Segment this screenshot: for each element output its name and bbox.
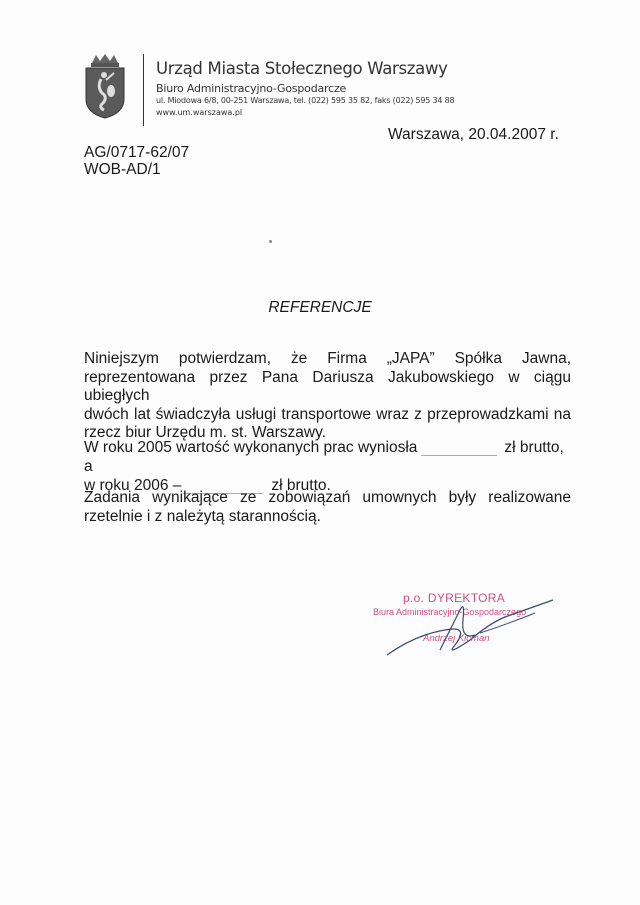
- stamp-signatory: Andrzej Kicman: [423, 633, 490, 644]
- text-segment: zł brutto, a: [84, 439, 564, 475]
- paragraph-values: [84, 438, 571, 496]
- letter-date: Warszawa, 20.04.2007 r.: [388, 126, 559, 143]
- paragraph-line: reprezentowana przez Pana Dariusza Jakubowskiego w ciągu ubiegłych: [84, 368, 571, 404]
- reference-code: WOB-AD/1: [84, 161, 161, 178]
- paragraph-line: dwóch lat świadczyła usługi transportowe wraz z przeprowadzkami na: [84, 405, 571, 423]
- institution-name: Urząd Miasta Stołecznego Warszawy: [156, 59, 448, 78]
- redacted-amount-2005: [421, 438, 497, 456]
- text-segment: W roku 2005 wartość wykonanych prac wyniosła: [84, 439, 418, 456]
- paragraph-line: [84, 438, 571, 476]
- document-heading: REFERENCJE: [268, 299, 372, 316]
- warsaw-coat-of-arms-icon: [84, 53, 126, 119]
- stamp-department: Biura Administracyjno-Gospodarczego: [373, 607, 527, 617]
- institution-website: www.um.warszawa.pl: [156, 108, 243, 117]
- paragraph-confirmation: [84, 350, 571, 443]
- text-segment: w roku 2006 –: [84, 477, 182, 494]
- paragraph-line: rzecz biur Urzędu m. st. Warszawy.: [84, 424, 327, 441]
- text-segment: zł brutto.: [271, 477, 331, 494]
- paragraph-line: Zadania wynikające ze zobowiązań umownych były realizowane: [84, 489, 571, 506]
- reference-number: AG/0717-62/07: [84, 144, 190, 161]
- paragraph-assessment: [84, 489, 571, 526]
- stamp-title: p.o. DYREKTORA: [403, 591, 506, 605]
- stray-mark: [269, 240, 272, 243]
- institution-address: ul. Miodowa 6/8, 00-251 Warszawa, tel. (022) 595 35 82, faks (022) 595 34 88: [156, 96, 455, 105]
- department-name: Biuro Administracyjno-Gospodarcze: [156, 82, 347, 95]
- paragraph-line: Niniejszym potwierdzam, że Firma „JAPA” Spółka Jawna,: [84, 350, 571, 367]
- handwritten-signature: [385, 595, 555, 665]
- paragraph-line: rzetelnie i z należytą starannością.: [84, 507, 321, 525]
- header-divider: [143, 54, 144, 126]
